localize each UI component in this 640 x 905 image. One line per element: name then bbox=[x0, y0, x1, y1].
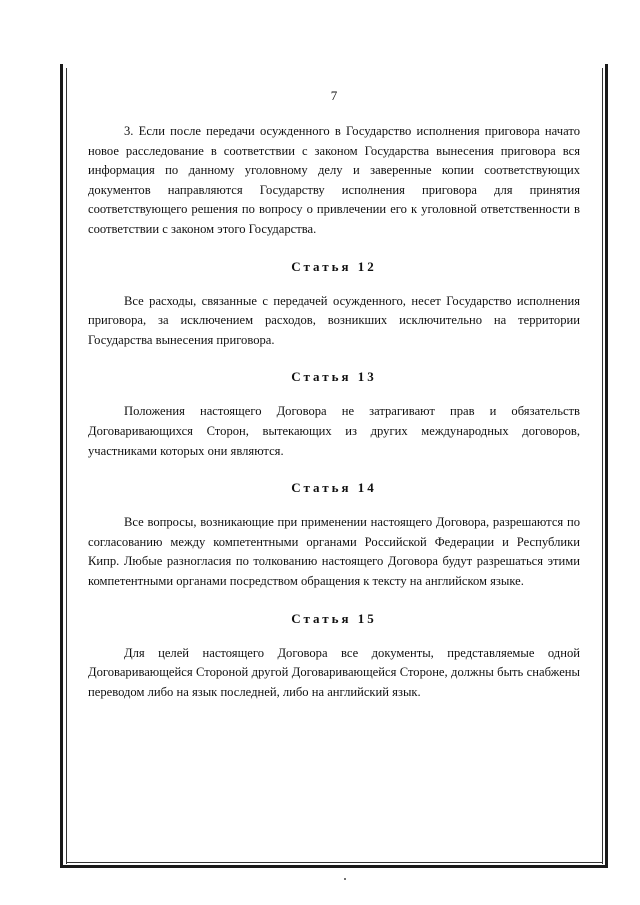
border-left-inner-line bbox=[66, 68, 67, 864]
article-13-heading: Статья 13 bbox=[291, 369, 377, 385]
page-number: 7 bbox=[330, 88, 338, 103]
border-bottom-inner-line bbox=[66, 862, 602, 863]
article-12-text: Все расходы, связанные с передачей осужденного, несет Государство исполнения приговора, за исключением расходов, возникших исключительно на территории Государства вынесения приговора. bbox=[88, 293, 580, 347]
article-12-heading: Статья 12 bbox=[291, 258, 377, 274]
scan-speck bbox=[344, 878, 346, 880]
article-14-heading: Статья 14 bbox=[291, 480, 377, 496]
border-left-outer-line bbox=[60, 64, 63, 868]
border-right-inner-line bbox=[602, 68, 603, 864]
border-bottom-outer-line bbox=[60, 865, 608, 868]
document-body bbox=[88, 88, 580, 702]
article-15-text: Для целей настоящего Договора все документы, представляемые одной Договаривающейся Стороной другой Договаривающейся Стороне, должны быть снабжены переводом либо на язык последней, либо на английский язык. bbox=[88, 645, 580, 699]
article-15-heading: Статья 15 bbox=[291, 610, 377, 626]
border-right-outer-line bbox=[605, 64, 608, 868]
paragraph-3: 3. Если после передачи осужденного в Государство исполнения приговора начато новое расследование в соответствии с законом Государства вынесения приговора вся информация по данному уголовному делу и заверенные копии соответствующих документов направляются Государству исполнения приговора для принятия соответствующего решения по вопросу о привлечении его к уголовной ответственности в соответствии с законом этого Государства. bbox=[88, 124, 580, 236]
article-13-text: Положения настоящего Договора не затрагивают прав и обязательств Договаривающихся Сторон, вытекающих из других международных договоров, участниками которых они являются. bbox=[88, 404, 580, 458]
article-14-text: Все вопросы, возникающие при применении настоящего Договора, разрешаются по согласованию между компетентными органами Российской Федерации и Республики Кипр. Любые разногласия по толкованию настоящего Договора будут разрешаться этими компетентными органами посредством обращения к тексту на английском языке. bbox=[88, 515, 580, 588]
